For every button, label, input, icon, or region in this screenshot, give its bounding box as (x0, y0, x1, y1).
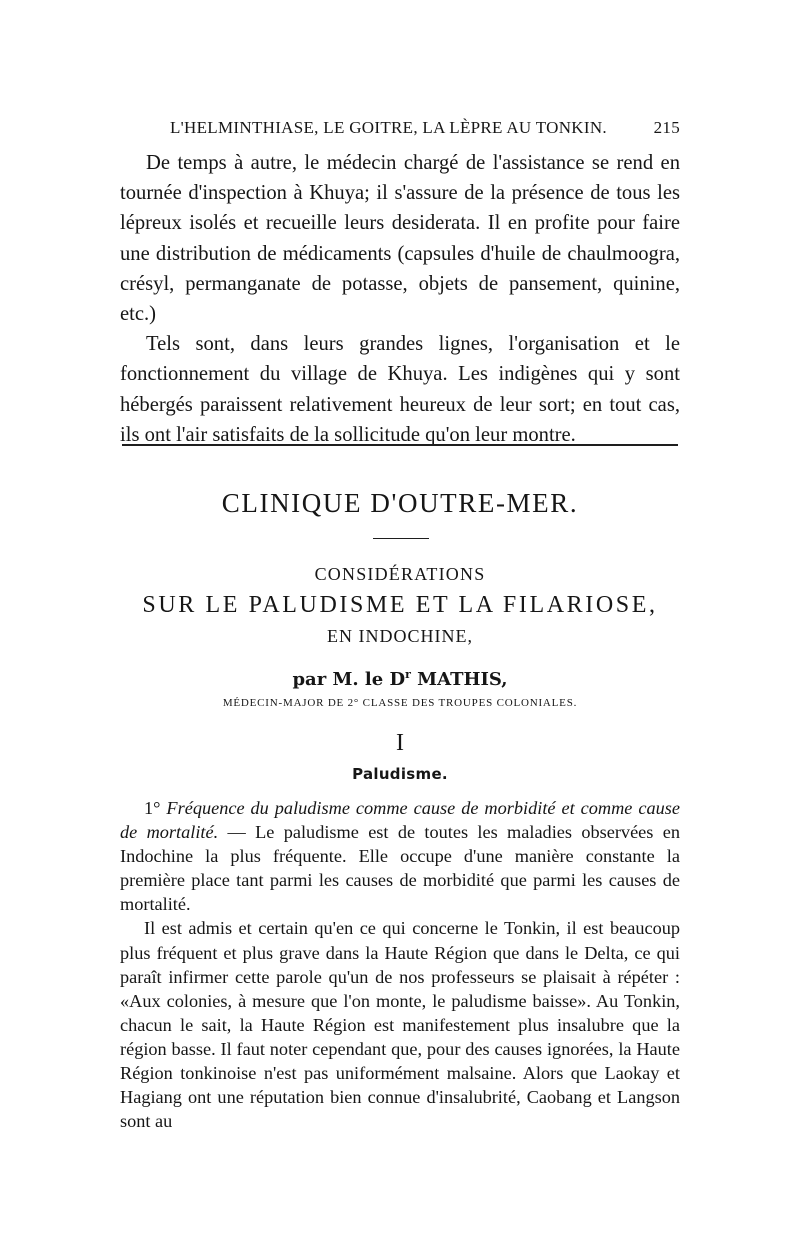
paragraph: Tels sont, dans leurs grandes lignes, l'organisation et le fonctionnement du village de Khuya. Les indigènes qui y sont hébergés paraissent relativement heureux de leur sort; en tout cas, ils ont l'air satisfaits de la sollicitude qu'on leur montre. (120, 333, 680, 446)
article-body (120, 796, 680, 1133)
title-underline (373, 538, 429, 539)
byline-superscript: r (405, 668, 411, 681)
article-title-line-1: CONSIDÉRATIONS (314, 564, 486, 584)
italic-heading: Fréquence du paludisme comme cause de morbidité et comme cause de mortalité. (120, 798, 680, 843)
author-byline (120, 668, 680, 690)
paragraph-text: — Le paludisme est de toutes les maladies observées en Indochine la plus fréquente. Elle occupe d'une manière constante la première place tant parmi les causes de morbidité que parmi les causes de mortalité. (120, 822, 680, 915)
author-name: MATHIS, (410, 669, 508, 690)
article-title-line-3: EN INDOCHINE, (327, 626, 473, 646)
section-divider (122, 444, 678, 446)
author-affiliation: MÉDECIN-MAJOR DE 2° CLASSE DES TROUPES COLONIALES. (222, 697, 578, 709)
paragraph: De temps à autre, le médecin chargé de l'assistance se rend en tournée d'inspection à Khuya; il s'assure de la présence de tous les lépreux isolés et recueille leurs desiderata. Il en profite pour faire une distribution de médicaments (capsules d'huile de chaulmoogra, crésyl, permanganate de potasse, objets de pansement, quinine, etc.) (120, 152, 680, 326)
paragraph-number: 1° (144, 798, 167, 818)
paragraph: Il est admis et certain qu'en ce qui concerne le Tonkin, il est beaucoup plus fréquent et plus grave dans la Haute Région que dans le Delta, ce qui paraît infirmer cette parole qu'un de nos professeurs se plaisait à répéter : «Aux colonies, à mesure que l'on monte, le paludisme baisse». Au Tonkin, chacun le sait, la Haute Région est manifestement plus insalubre que la région basse. Il faut noter cependant que, pour des causes ignorées, la Haute Région tonkinoise n'est pas uniformément malsaine. Alors que Laokay et Hagiang ont une réputation bien connue d'insalubrité, Caobang et Langson sont au (120, 918, 680, 1132)
section-title: CLINIQUE D'OUTRE-MER. (221, 488, 579, 518)
part-number: I (396, 730, 404, 756)
article-title-line-2: SUR LE PALUDISME ET LA FILARIOSE, (142, 592, 658, 618)
running-header (170, 118, 680, 138)
page-number: 215 (653, 118, 680, 137)
part-title: Paludisme. (352, 765, 448, 783)
running-title: L'HELMINTHIASE, LE GOITRE, LA LÈPRE AU TONKIN. (170, 118, 607, 137)
paragraph (120, 796, 680, 916)
byline-prefix: par M. le D (292, 669, 406, 690)
previous-article-text (120, 148, 680, 450)
